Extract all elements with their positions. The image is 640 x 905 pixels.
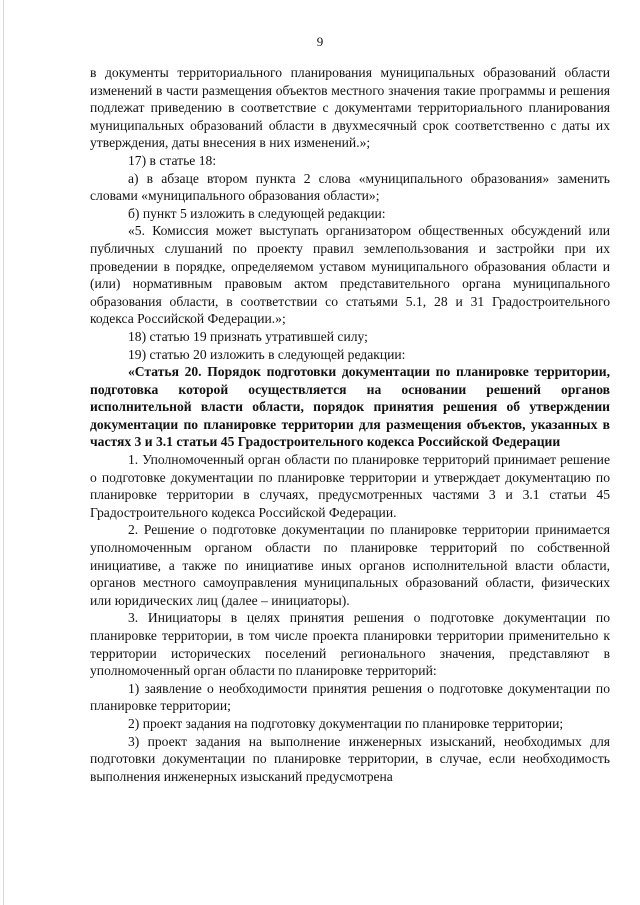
paragraph-item-19: 19) статью 20 изложить в следующей редакции: <box>128 346 406 362</box>
page-edge-line <box>3 0 4 905</box>
paragraph-item-17a: а) в абзаце втором пункта 2 слова «муниципального образования» заменить словами «муниципального образования области»; <box>90 170 610 204</box>
article-20-point-2: 2. Решение о подготовке документации по планировке территории принимается уполномоченным органом области по планировке территорий по собственной инициативе, а также по инициативе иных органов исполнительной власти области, органов местного самоуправления муниципальных образований области, физических или юридических лиц (далее – инициаторы). <box>90 522 610 608</box>
article-20-point-3: 3. Инициаторы в целях принятия решения о подготовке документации по планировке территории, в том числе проекта планировки территории применительно к территории исторических поселений регионального значения, представляют в уполномоченный орган области по планировке территорий: <box>90 610 610 679</box>
article-20-heading: «Статья 20. Порядок подготовки документации по планировке территории, подготовка которой осуществляется на основании решений органов исполнительной власти области, порядок принятия решения об утверждении документации по планировке территории для размещения объектов, указанных в частях 3 и 3.1 статьи 45 Градостроительного кодекса Российской Федерации <box>90 364 610 450</box>
paragraph-item-18: 18) статью 19 признать утратившей силу; <box>128 328 368 344</box>
paragraph-continuation: в документы территориального планирования муниципальных образований области изменений в части размещения объектов местного значения такие программы и решения подлежат приведению в соответствие с документами территориального планирования муниципальных образований области в двухмесячный срок соответственно с даты их утверждения, даты внесения в них изменений.»; <box>90 65 610 151</box>
paragraph-item-17b: б) пункт 5 изложить в следующей редакции: <box>128 205 386 221</box>
article-20-point-1: 1. Уполномоченный орган области по планировке территорий принимает решение о подготовке документации по планировке территории и утверждает документацию по планировке территории в случаях, предусмотренных частями 3 и 3.1 статьи 45 Градостроительного кодекса Российской Федерации. <box>90 452 610 520</box>
article-20-point-3-sub-1: 1) заявление о необходимости принятия решения о подготовке документации по планировке территории; <box>90 680 610 714</box>
article-20-point-3-sub-3: 3) проект задания на выполнение инженерных изысканий, необходимых для подготовки документации по планировке территории, в случае, если необходимость выполнения инженерных изысканий предусмотрена <box>90 733 610 784</box>
document-body <box>90 64 610 785</box>
page-number: 9 <box>316 34 324 49</box>
paragraph-quote-5: «5. Комиссия может выступать организатором общественных обсуждений или публичных слушаний по проекту правил землепользования и застройки при их проведении в порядке, определяемом уставом муниципального образования области и (или) нормативным правовым актом представительного органа муниципального образования области, в соответствии со статьями 5.1, 28 и 31 Градостроительного кодекса Российской Федерации.»; <box>90 223 610 327</box>
paragraph-item-17: 17) в статье 18: <box>128 152 217 168</box>
article-20-point-3-sub-2: 2) проект задания на подготовку документации по планировке территории; <box>128 715 564 731</box>
